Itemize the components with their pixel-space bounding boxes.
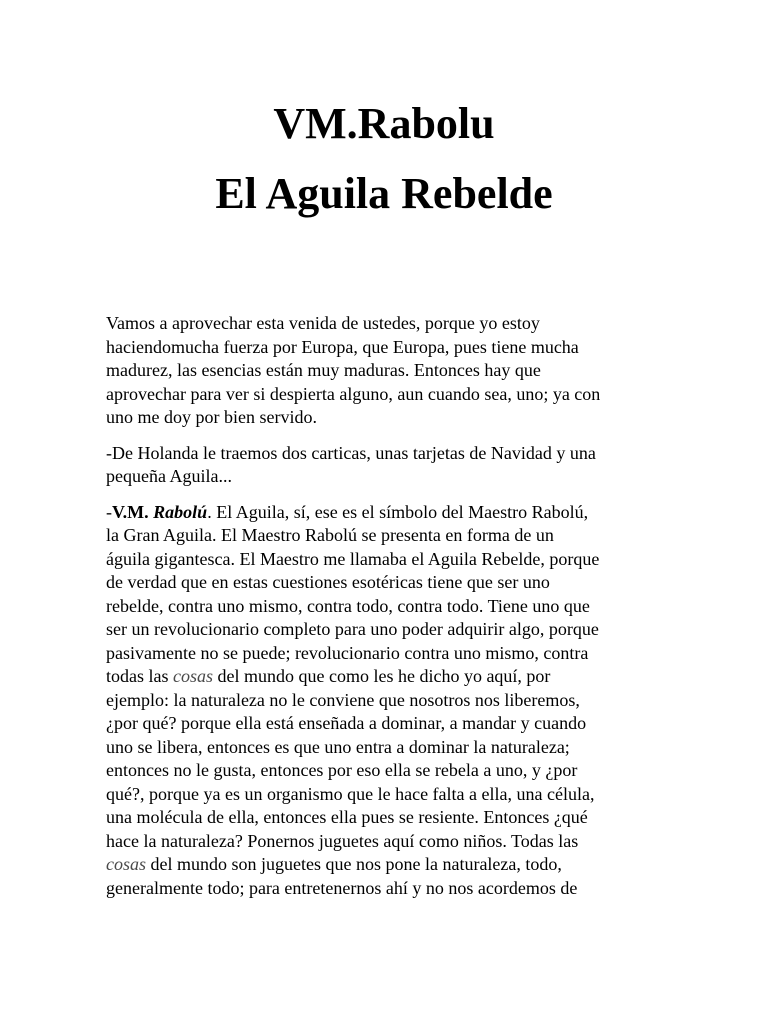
text-line: [106, 853, 686, 877]
paragraph-1: [106, 312, 686, 430]
text-line: ejemplo: la naturaleza no le conviene que nosotros nos liberemos,: [106, 689, 580, 710]
italic-word: cosas: [173, 666, 213, 686]
paragraph-2: [106, 442, 686, 489]
paragraph-3: [106, 501, 686, 901]
text-line: Vamos a aprovechar esta venida de ustedes, porque yo estoy: [106, 313, 540, 333]
body-text: [106, 312, 686, 912]
text-segment: . El Aguila, sí, ese es el símbolo del Maestro Rabolú,: [207, 501, 589, 522]
author-heading: VM.Rabolu: [273, 99, 495, 148]
text-line: águila gigantesca. El Maestro me llamaba el Aguila Rebelde, porque: [106, 548, 600, 569]
text-line: aprovechar para ver si despierta alguno, aun cuando sea, uno; ya con: [106, 383, 601, 404]
text-line: pasivamente no se puede; revolucionario contra uno mismo, contra: [106, 642, 589, 663]
text-line: [106, 501, 686, 525]
text-segment: todas las: [106, 666, 173, 686]
text-line: rebelde, contra uno mismo, contra todo, contra todo. Tiene uno que: [106, 595, 590, 616]
text-line: generalmente todo; para entretenernos ahí y no nos acordemos de: [106, 877, 578, 898]
text-line: [106, 665, 686, 689]
document-title: El Aguila Rebelde: [215, 169, 553, 218]
text-line: de verdad que en estas cuestiones esotéricas tiene que ser uno: [106, 572, 550, 592]
text-line: entonces no le gusta, entonces por eso ella se rebela a uno, y ¿por: [106, 760, 578, 780]
text-line: una molécula de ella, entonces ella pues se resiente. Entonces ¿qué: [106, 807, 588, 827]
italic-word: cosas: [106, 854, 146, 874]
text-line: madurez, las esencias están muy maduras. Entonces hay que: [106, 360, 541, 380]
text-line: ser un revolucionario completo para uno poder adquirir algo, porque: [106, 619, 599, 639]
text-line: uno se libera, entonces es que uno entra a dominar la naturaleza;: [106, 736, 570, 757]
text-line: hace la naturaleza? Ponernos juguetes aquí como niños. Todas las: [106, 830, 579, 851]
text-line: -De Holanda le traemos dos carticas, unas tarjetas de Navidad y una: [106, 442, 596, 463]
dash-prefix: -: [106, 501, 112, 522]
text-segment: del mundo que como les he dicho yo aquí, por: [213, 666, 551, 686]
text-line: ¿por qué? porque ella está enseñada a dominar, a mandar y cuando: [106, 713, 587, 733]
text-line: pequeña Aguila...: [106, 466, 232, 486]
speaker-label: V.M.: [112, 501, 149, 522]
speaker-name: Rabolú: [153, 501, 208, 522]
text-line: la Gran Aguila. El Maestro Rabolú se presenta en forma de un: [106, 525, 554, 545]
text-segment: del mundo son juguetes que nos pone la naturaleza, todo,: [146, 854, 562, 874]
text-line: qué?, porque ya es un organismo que le hace falta a ella, una célula,: [106, 783, 595, 804]
text-line: uno me doy por bien servido.: [106, 407, 317, 427]
text-line: haciendomucha fuerza por Europa, que Europa, pues tiene mucha: [106, 336, 579, 357]
